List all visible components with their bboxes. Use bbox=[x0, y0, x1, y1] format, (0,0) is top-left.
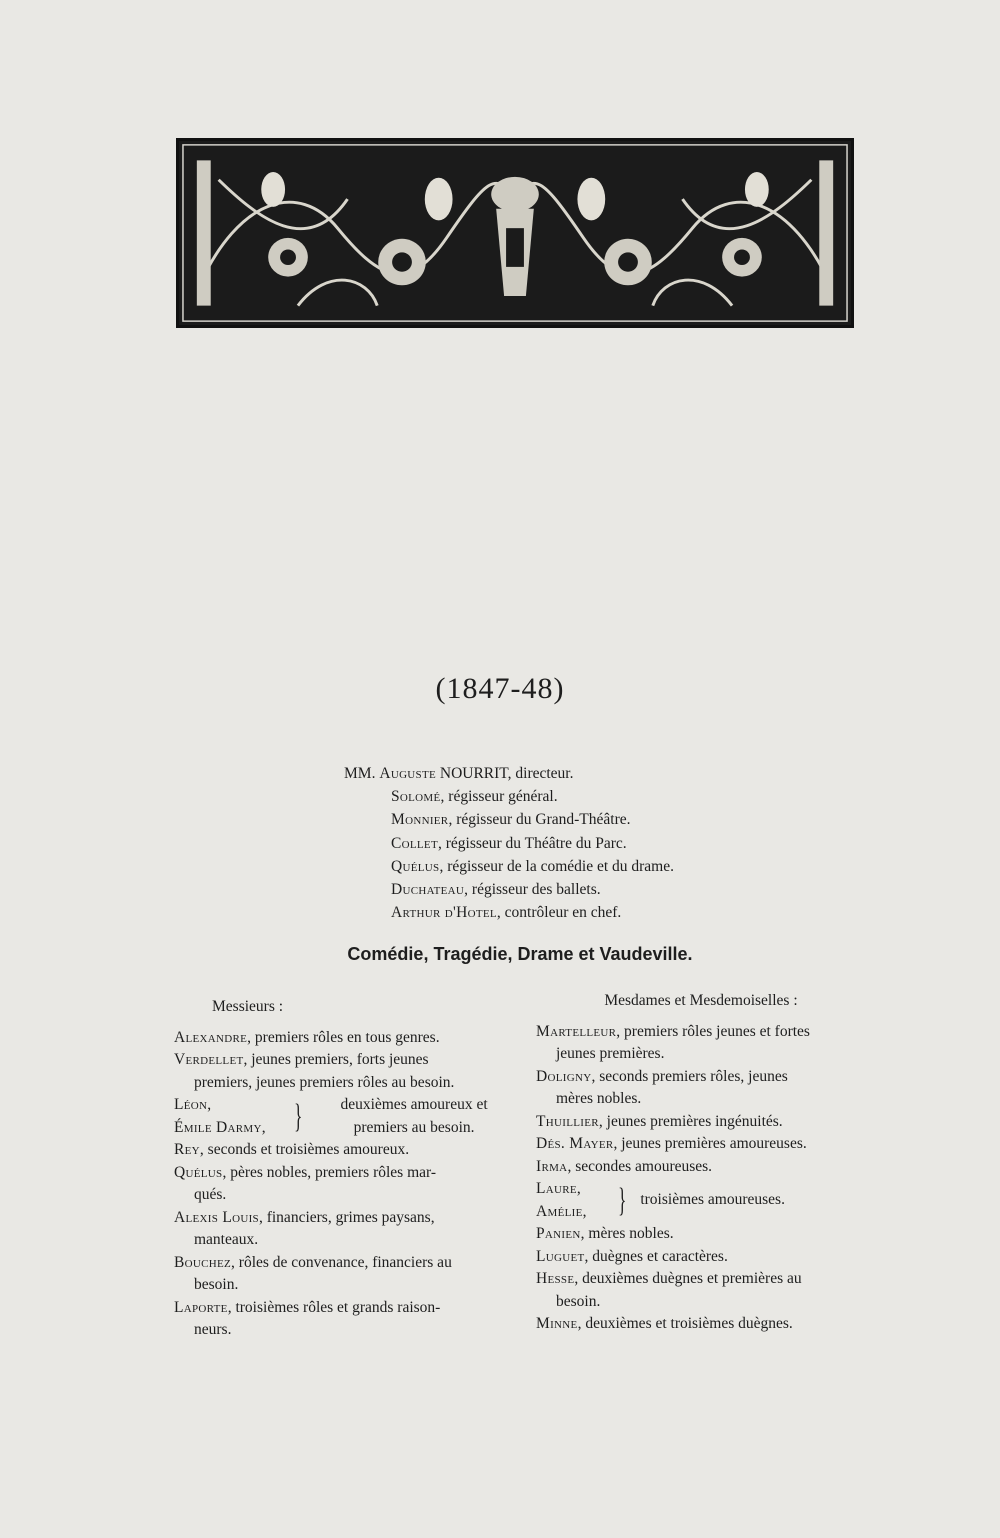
actress-name: Martelleur bbox=[536, 1022, 617, 1040]
cast-entry bbox=[536, 1133, 866, 1156]
actor-name: Bouchez bbox=[174, 1253, 232, 1271]
staff-role: , régisseur général. bbox=[440, 788, 558, 806]
cast-entry bbox=[536, 1268, 866, 1313]
staff-name: Collet bbox=[391, 834, 438, 852]
staff-role: , régisseur de la comédie et du drame. bbox=[439, 857, 674, 875]
actress-role: , deuxièmes duègnes et premières au bbox=[574, 1270, 802, 1287]
actress-role-continued: besoin. bbox=[556, 1292, 601, 1310]
actor-role: , troisièmes rôles et grands raison- bbox=[227, 1298, 441, 1316]
messieurs-column bbox=[174, 996, 512, 1342]
actress-name: Irma bbox=[536, 1157, 568, 1175]
actress-name: Hesse bbox=[536, 1270, 575, 1287]
pair-role-line: premiers au besoin. bbox=[353, 1118, 475, 1136]
actor-name: Rey bbox=[174, 1141, 200, 1158]
arabesque-ornament-icon bbox=[179, 141, 851, 325]
staff-name: Monnier bbox=[391, 811, 449, 829]
actor-role-continued: besoin. bbox=[194, 1276, 239, 1293]
actress-name: Minne bbox=[536, 1315, 578, 1332]
staff-row bbox=[344, 878, 764, 901]
actress-role: , deuxièmes et troisièmes duègnes. bbox=[577, 1315, 793, 1332]
actor-role: , rôles de convenance, financiers au bbox=[231, 1253, 452, 1271]
cast-entry bbox=[174, 1207, 512, 1252]
actress-name: Doligny bbox=[536, 1067, 592, 1085]
actress-name: Laure, bbox=[536, 1180, 582, 1197]
column-heading: Messieurs : bbox=[212, 998, 284, 1015]
actress-role: , mères nobles. bbox=[580, 1225, 674, 1242]
actress-name: Amélie, bbox=[536, 1202, 587, 1220]
staff-row bbox=[344, 808, 764, 831]
actress-role: , jeunes premières amoureuses. bbox=[613, 1135, 807, 1152]
actress-role: , premiers rôles jeunes et fortes bbox=[616, 1022, 810, 1040]
actor-role-continued: qués. bbox=[194, 1186, 227, 1203]
cast-entry bbox=[174, 1297, 512, 1342]
actress-role: , duègnes et caractères. bbox=[584, 1247, 728, 1265]
actress-role: , jeunes premières ingénuités. bbox=[598, 1112, 783, 1130]
pair-names bbox=[174, 1094, 282, 1139]
actor-role: , seconds et troisièmes amoureux. bbox=[199, 1141, 410, 1158]
actress-role-continued: jeunes premières. bbox=[556, 1045, 665, 1062]
actor-name: Léon, bbox=[174, 1096, 212, 1113]
actor-role: , pères nobles, premiers rôles mar- bbox=[222, 1163, 437, 1181]
brace-icon: } bbox=[293, 1097, 302, 1135]
actress-role: , seconds premiers rôles, jeunes bbox=[591, 1067, 788, 1085]
pair-role-line: deuxièmes amoureux et bbox=[340, 1096, 488, 1113]
staff-name: Duchateau bbox=[391, 881, 465, 899]
cast-entry bbox=[536, 1111, 866, 1134]
actor-name: Émile Darmy, bbox=[174, 1118, 266, 1136]
cast-entry bbox=[174, 1252, 512, 1297]
cast-pair bbox=[174, 1094, 512, 1139]
staff-role: , régisseur du Théâtre du Parc. bbox=[437, 834, 627, 852]
actress-role: , secondes amoureuses. bbox=[567, 1157, 713, 1175]
actor-name: Laporte bbox=[174, 1298, 228, 1316]
actress-name: Thuillier bbox=[536, 1112, 599, 1130]
actor-role: , financiers, grimes paysans, bbox=[258, 1208, 435, 1226]
pair-shared-role: troisièmes amoureuses. bbox=[640, 1191, 785, 1209]
actor-role-continued: premiers, jeunes premiers rôles au besoin. bbox=[194, 1073, 455, 1091]
cast-pair bbox=[536, 1178, 866, 1223]
actress-name: Dés. Mayer bbox=[536, 1135, 614, 1152]
actor-name: Verdellet bbox=[174, 1051, 244, 1068]
cast-entry bbox=[536, 1021, 866, 1066]
actress-name: Panien bbox=[536, 1225, 581, 1242]
staff-name: Solomé bbox=[391, 788, 441, 806]
staff-list bbox=[344, 762, 764, 924]
staff-row bbox=[344, 832, 764, 855]
actor-role-continued: neurs. bbox=[194, 1321, 232, 1338]
cast-entry bbox=[536, 1246, 866, 1269]
staff-role: , régisseur du Grand-Théâtre. bbox=[448, 811, 631, 829]
actress-role-continued: mères nobles. bbox=[556, 1090, 642, 1107]
cast-entry bbox=[174, 1027, 512, 1050]
staff-role: , régisseur des ballets. bbox=[464, 881, 601, 899]
actress-name: Luguet bbox=[536, 1247, 585, 1265]
staff-name: Arthur d'Hotel bbox=[391, 904, 497, 922]
staff-row bbox=[344, 855, 764, 878]
staff-row bbox=[344, 901, 764, 924]
cast-entry bbox=[536, 1066, 866, 1111]
actor-role-continued: manteaux. bbox=[194, 1231, 259, 1248]
actor-role: , jeunes premiers, forts jeunes bbox=[243, 1051, 429, 1068]
actor-name: Quélus bbox=[174, 1163, 223, 1181]
cast-entry bbox=[536, 1223, 866, 1246]
mesdames-column bbox=[536, 990, 866, 1336]
section-title: Comédie, Tragédie, Drame et Vaudeville. bbox=[347, 944, 693, 964]
cast-entry bbox=[174, 1139, 512, 1162]
actor-name: Alexis Louis bbox=[174, 1208, 259, 1226]
staff-name: Quélus bbox=[391, 857, 440, 875]
actor-role: , premiers rôles en tous genres. bbox=[247, 1028, 440, 1046]
cast-entry bbox=[536, 1156, 866, 1179]
staff-row bbox=[344, 762, 764, 785]
pair-names bbox=[536, 1178, 606, 1223]
season-year: (1847-48) bbox=[435, 672, 565, 705]
staff-role: , directeur. bbox=[507, 765, 574, 782]
staff-row bbox=[344, 785, 764, 808]
cast-entry bbox=[174, 1049, 512, 1094]
ornamental-headpiece bbox=[176, 138, 854, 328]
staff-role: , contrôleur en chef. bbox=[496, 904, 622, 922]
cast-entry bbox=[536, 1313, 866, 1336]
cast-entry bbox=[174, 1162, 512, 1207]
staff-prefix: MM. bbox=[344, 765, 376, 782]
column-heading: Mesdames et Mesdemoiselles : bbox=[604, 992, 798, 1009]
staff-name-surname: NOURRIT bbox=[436, 765, 508, 782]
pair-shared-role bbox=[316, 1094, 512, 1139]
actor-name: Alexandre bbox=[174, 1028, 248, 1046]
brace-icon: } bbox=[618, 1181, 627, 1219]
staff-name: Auguste bbox=[379, 765, 437, 782]
